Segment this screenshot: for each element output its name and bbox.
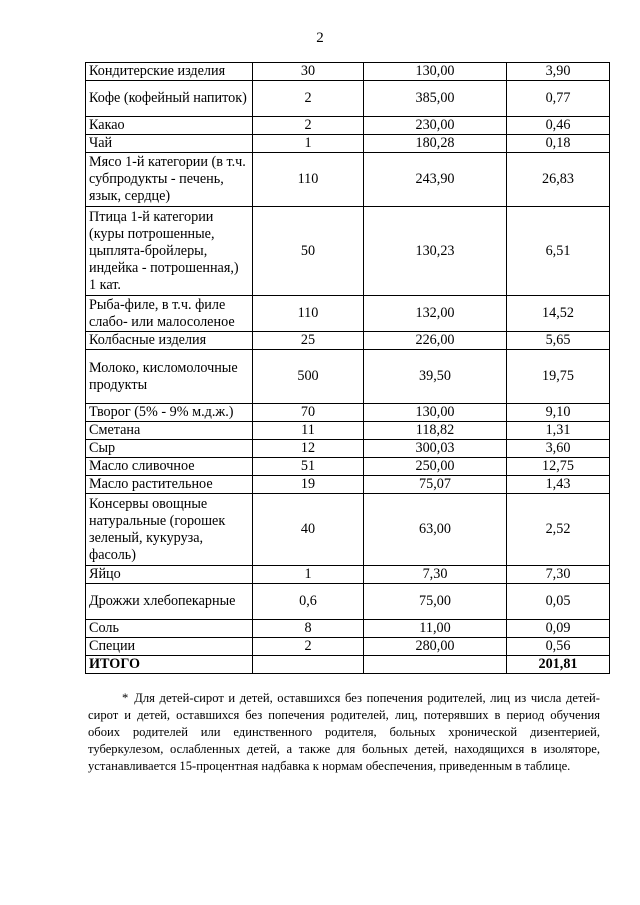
cost-cell: 7,30 <box>507 566 610 584</box>
table-row <box>86 440 610 458</box>
price-cell: 75,07 <box>364 476 507 494</box>
quantity-cell: 0,6 <box>253 584 364 620</box>
cost-cell: 1,31 <box>507 422 610 440</box>
table-body <box>86 63 610 674</box>
cost-cell: 9,10 <box>507 404 610 422</box>
cost-cell: 3,60 <box>507 440 610 458</box>
cost-cell: 0,77 <box>507 81 610 117</box>
product-name-cell: Соль <box>86 620 253 638</box>
price-cell: 250,00 <box>364 458 507 476</box>
product-name-cell: Кондитерские изделия <box>86 63 253 81</box>
cost-cell: 0,09 <box>507 620 610 638</box>
product-name-cell: Яйцо <box>86 566 253 584</box>
quantity-cell: 40 <box>253 494 364 566</box>
cost-cell: 19,75 <box>507 350 610 404</box>
table-row <box>86 494 610 566</box>
cost-cell: 6,51 <box>507 207 610 296</box>
table-row <box>86 584 610 620</box>
total-row <box>86 656 610 674</box>
price-cell: 130,23 <box>364 207 507 296</box>
price-cell: 385,00 <box>364 81 507 117</box>
quantity-cell: 30 <box>253 63 364 81</box>
table-row <box>86 81 610 117</box>
table-row <box>86 620 610 638</box>
cost-cell: 0,56 <box>507 638 610 656</box>
cost-cell: 12,75 <box>507 458 610 476</box>
cost-cell: 14,52 <box>507 296 610 332</box>
quantity-cell: 110 <box>253 296 364 332</box>
product-name-cell: Дрожжи хлебопекарные <box>86 584 253 620</box>
price-cell: 300,03 <box>364 440 507 458</box>
quantity-cell: 2 <box>253 81 364 117</box>
total-label: ИТОГО <box>86 656 253 674</box>
product-name-cell: Сыр <box>86 440 253 458</box>
total-empty-cell <box>364 656 507 674</box>
quantity-cell: 1 <box>253 566 364 584</box>
product-name-cell: Мясо 1-й категории (в т.ч. субпродукты - печень, язык, сердце) <box>86 153 253 207</box>
page-number: 2 <box>316 30 324 46</box>
cost-cell: 0,18 <box>507 135 610 153</box>
price-cell: 11,00 <box>364 620 507 638</box>
price-cell: 63,00 <box>364 494 507 566</box>
price-cell: 130,00 <box>364 63 507 81</box>
product-name-cell: Птица 1-й категории (куры потрошенные, цыплята-бройлеры, индейка - потрошенная,) 1 кат. <box>86 207 253 296</box>
quantity-cell: 2 <box>253 638 364 656</box>
quantity-cell: 25 <box>253 332 364 350</box>
product-name-cell: Сметана <box>86 422 253 440</box>
table-row <box>86 350 610 404</box>
quantity-cell: 2 <box>253 117 364 135</box>
product-name-cell: Творог (5% - 9% м.д.ж.) <box>86 404 253 422</box>
table-row <box>86 458 610 476</box>
table-row <box>86 153 610 207</box>
table-row <box>86 404 610 422</box>
price-cell: 280,00 <box>364 638 507 656</box>
table-row <box>86 207 610 296</box>
cost-cell: 2,52 <box>507 494 610 566</box>
table-row <box>86 117 610 135</box>
price-cell: 7,30 <box>364 566 507 584</box>
food-norms-table <box>85 62 610 674</box>
product-name-cell: Масло сливочное <box>86 458 253 476</box>
price-cell: 130,00 <box>364 404 507 422</box>
table-row <box>86 476 610 494</box>
total-empty-cell <box>253 656 364 674</box>
product-name-cell: Кофе (кофейный напиток) <box>86 81 253 117</box>
quantity-cell: 1 <box>253 135 364 153</box>
price-cell: 226,00 <box>364 332 507 350</box>
price-cell: 132,00 <box>364 296 507 332</box>
quantity-cell: 12 <box>253 440 364 458</box>
table-row <box>86 566 610 584</box>
table-row <box>86 422 610 440</box>
table-row <box>86 296 610 332</box>
cost-cell: 1,43 <box>507 476 610 494</box>
quantity-cell: 500 <box>253 350 364 404</box>
product-name-cell: Масло растительное <box>86 476 253 494</box>
footnote-marker: * <box>122 691 129 705</box>
price-cell: 75,00 <box>364 584 507 620</box>
footnote-text: Для детей-сирот и детей, оставшихся без попечения родителей, лиц из числа детей-сирот и детей, оставшихся без попечения родителей, лиц, потерявших в период обучения обоих родителей или единственного родителя, больных хронической дизентерией, туберкулезом, ослабленных детей, а также для больных детей, находящихся в изоляторе, устанавливается 15-процентная надбавка к нормам обеспечения, приведенным в таблице. <box>88 691 600 773</box>
price-cell: 243,90 <box>364 153 507 207</box>
product-name-cell: Специи <box>86 638 253 656</box>
quantity-cell: 8 <box>253 620 364 638</box>
price-cell: 230,00 <box>364 117 507 135</box>
price-cell: 180,28 <box>364 135 507 153</box>
cost-cell: 5,65 <box>507 332 610 350</box>
quantity-cell: 11 <box>253 422 364 440</box>
product-name-cell: Чай <box>86 135 253 153</box>
table-row <box>86 638 610 656</box>
quantity-cell: 50 <box>253 207 364 296</box>
quantity-cell: 110 <box>253 153 364 207</box>
quantity-cell: 19 <box>253 476 364 494</box>
cost-cell: 26,83 <box>507 153 610 207</box>
total-value: 201,81 <box>507 656 610 674</box>
table-row <box>86 63 610 81</box>
footnote <box>88 690 600 775</box>
cost-cell: 0,05 <box>507 584 610 620</box>
product-name-cell: Молоко, кисломолочные продукты <box>86 350 253 404</box>
product-name-cell: Рыба-филе, в т.ч. филе слабо- или малосоленое <box>86 296 253 332</box>
quantity-cell: 51 <box>253 458 364 476</box>
table-row <box>86 332 610 350</box>
product-name-cell: Консервы овощные натуральные (горошек зеленый, кукуруза, фасоль) <box>86 494 253 566</box>
quantity-cell: 70 <box>253 404 364 422</box>
product-name-cell: Колбасные изделия <box>86 332 253 350</box>
price-cell: 39,50 <box>364 350 507 404</box>
price-cell: 118,82 <box>364 422 507 440</box>
table-row <box>86 135 610 153</box>
cost-cell: 0,46 <box>507 117 610 135</box>
product-name-cell: Какао <box>86 117 253 135</box>
cost-cell: 3,90 <box>507 63 610 81</box>
